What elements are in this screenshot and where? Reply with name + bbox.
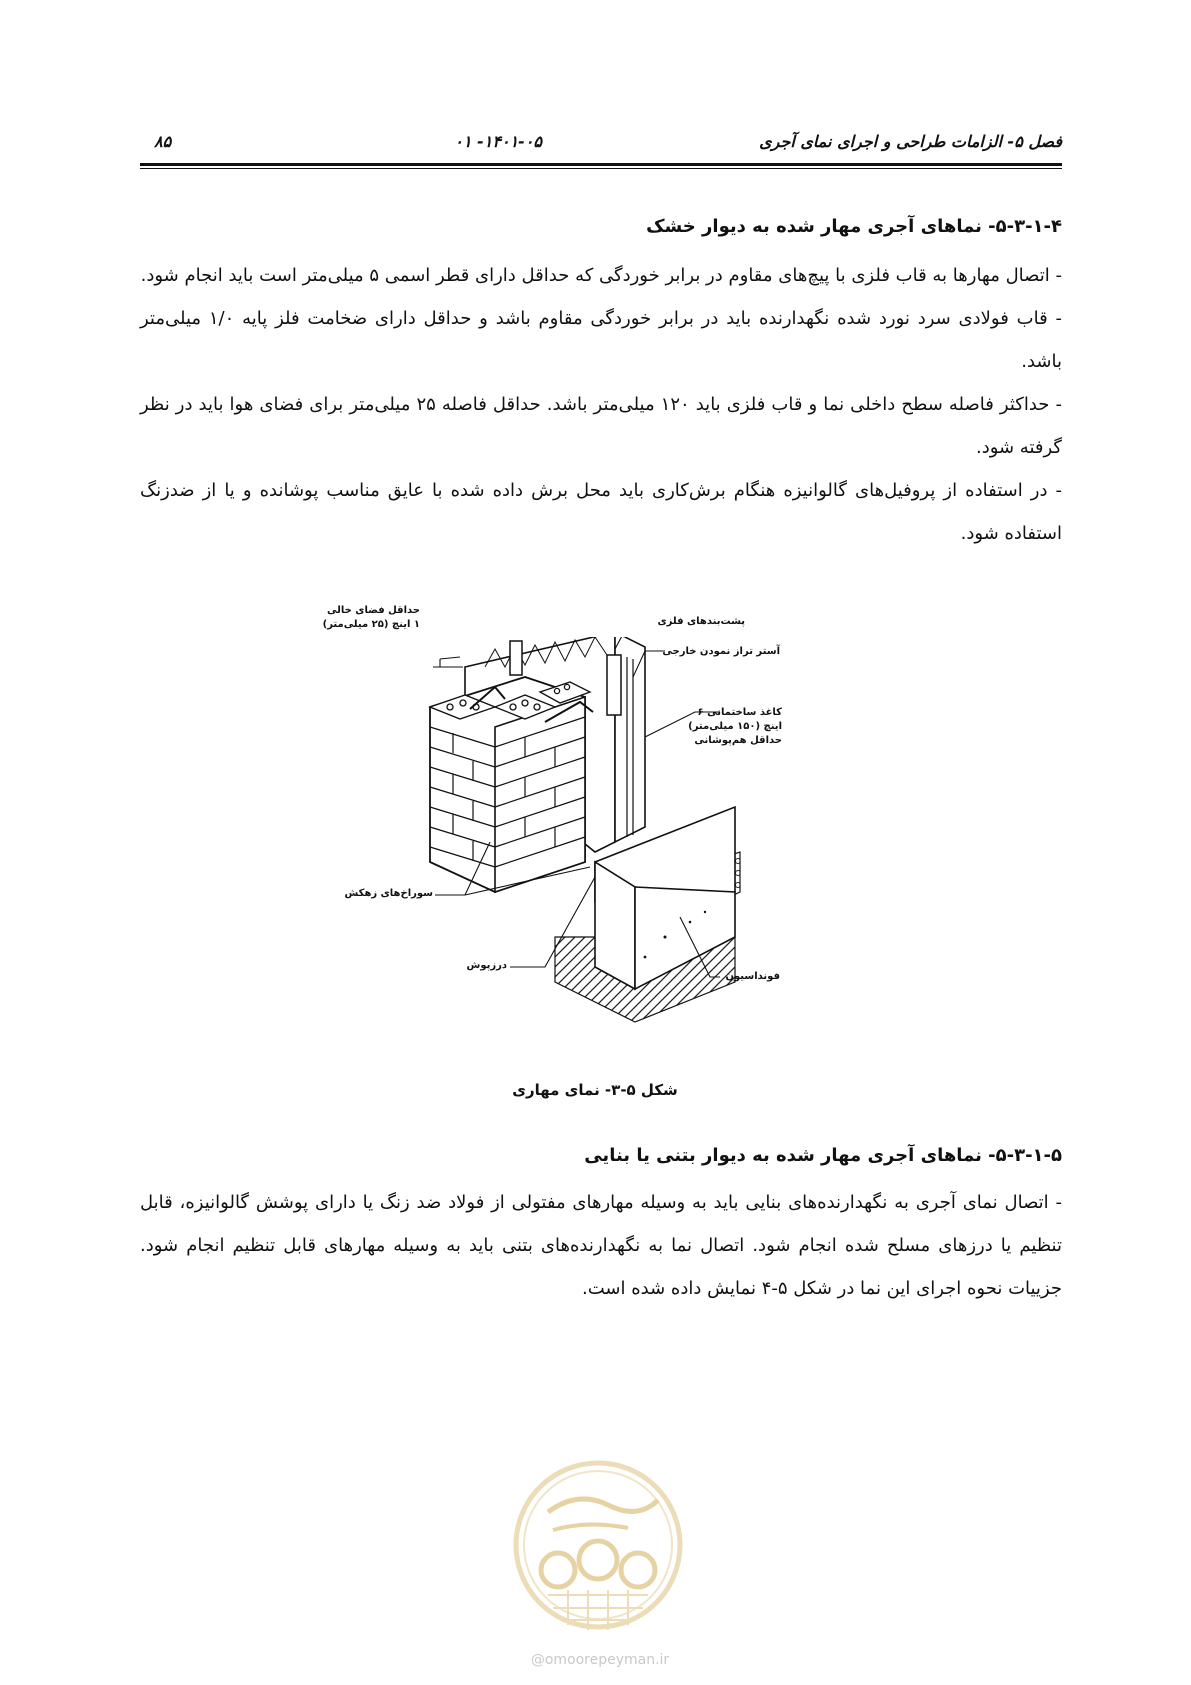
weep-holes-label: سوراخ‌های زهکش [344,888,433,899]
page-header [140,128,1062,158]
watermark-site-url: @omoorepeyman.ir [530,1652,670,1668]
anchored-facade-figure [322,605,865,1057]
paragraph: - اتصال مهارها به قاب فلزی با پیچ‌های مقاوم در برابر خوردگی که حداقل دارای قطر اسمی ۵ میلی‌متر است باید انجام شود. [140,265,1062,286]
section-4 [140,212,1062,555]
figure-caption: شکل ۵-۳- نمای مهاری [512,1081,678,1099]
section-5 [140,1141,1062,1310]
header-date: ۱۴۰۱-۰۵- ۰۱ [454,132,542,151]
watermark-seal-icon [508,1450,688,1650]
joint-cover-label: درزپوش [466,960,507,971]
sheathing-label: آستر تراز نمودن خارجی [662,646,780,657]
paragraph: - اتصال نمای آجری به نگهدارنده‌های بنایی باید به وسیله مهارهای مفتولی از فولاد ضد زنگ یا دارای پوشش گالوانیزه، قابل تنظیم یا درزهای مسلح شده انجام شود. اتصال نما به نگهدارنده‌های بتنی باید به وسیله مهارهای قابل تنظیم انجام شود. جزییات نحوه اجرای این نما در شکل ۵-۴ نمایش داده شده است. [140,1192,1062,1299]
section-4-title: ۵-۳-۱-۴- نماهای آجری مهار شده به دیوار خشک [646,216,1062,237]
watermark-logo [508,1450,688,1650]
paragraph: - در استفاده از پروفیل‌های گالوانیزه هنگام برش‌کاری باید محل برش داده شده با عایق مناسب پوشانده و یا از ضدزنگ استفاده شود. [140,480,1062,544]
header-rule-thin [140,168,1062,169]
section-5-title: ۵-۳-۱-۵- نماهای آجری مهار شده به دیوار بتنی یا بنایی [584,1145,1062,1166]
foundation-label: فونداسیون [725,971,780,982]
header-rule-thick [140,163,1062,166]
air-gap-label: حداقل فضای خالی ۱ اینچ (۲۵ میلی‌متر) [322,605,420,630]
building-paper-label: کاغذ ساختمانی ۶ اینچ (۱۵۰ میلی‌متر) حداقل هم‌پوشانی [688,707,782,746]
chapter-title: فصل ۵- الزامات طراحی و اجرای نمای آجری [759,132,1062,151]
paragraph: - حداکثر فاصله سطح داخلی نما و قاب فلزی باید ۱۲۰ میلی‌متر باشد. حداقل فاصله ۲۵ میلی‌متر برای فضای هوا باید در نظر گرفته شود. [140,394,1062,458]
wall-section-drawing [345,637,865,1057]
page-number: ۸۵ [154,132,172,151]
metal-studs-label: پشت‌بندهای فلزی [657,616,745,627]
paragraph: - قاب فولادی سرد نورد شده نگهدارنده باید در برابر خوردگی مقاوم باشد و حداقل دارای ضخامت فلز پایه ۱/۰ میلی‌متر باشد. [140,308,1062,372]
